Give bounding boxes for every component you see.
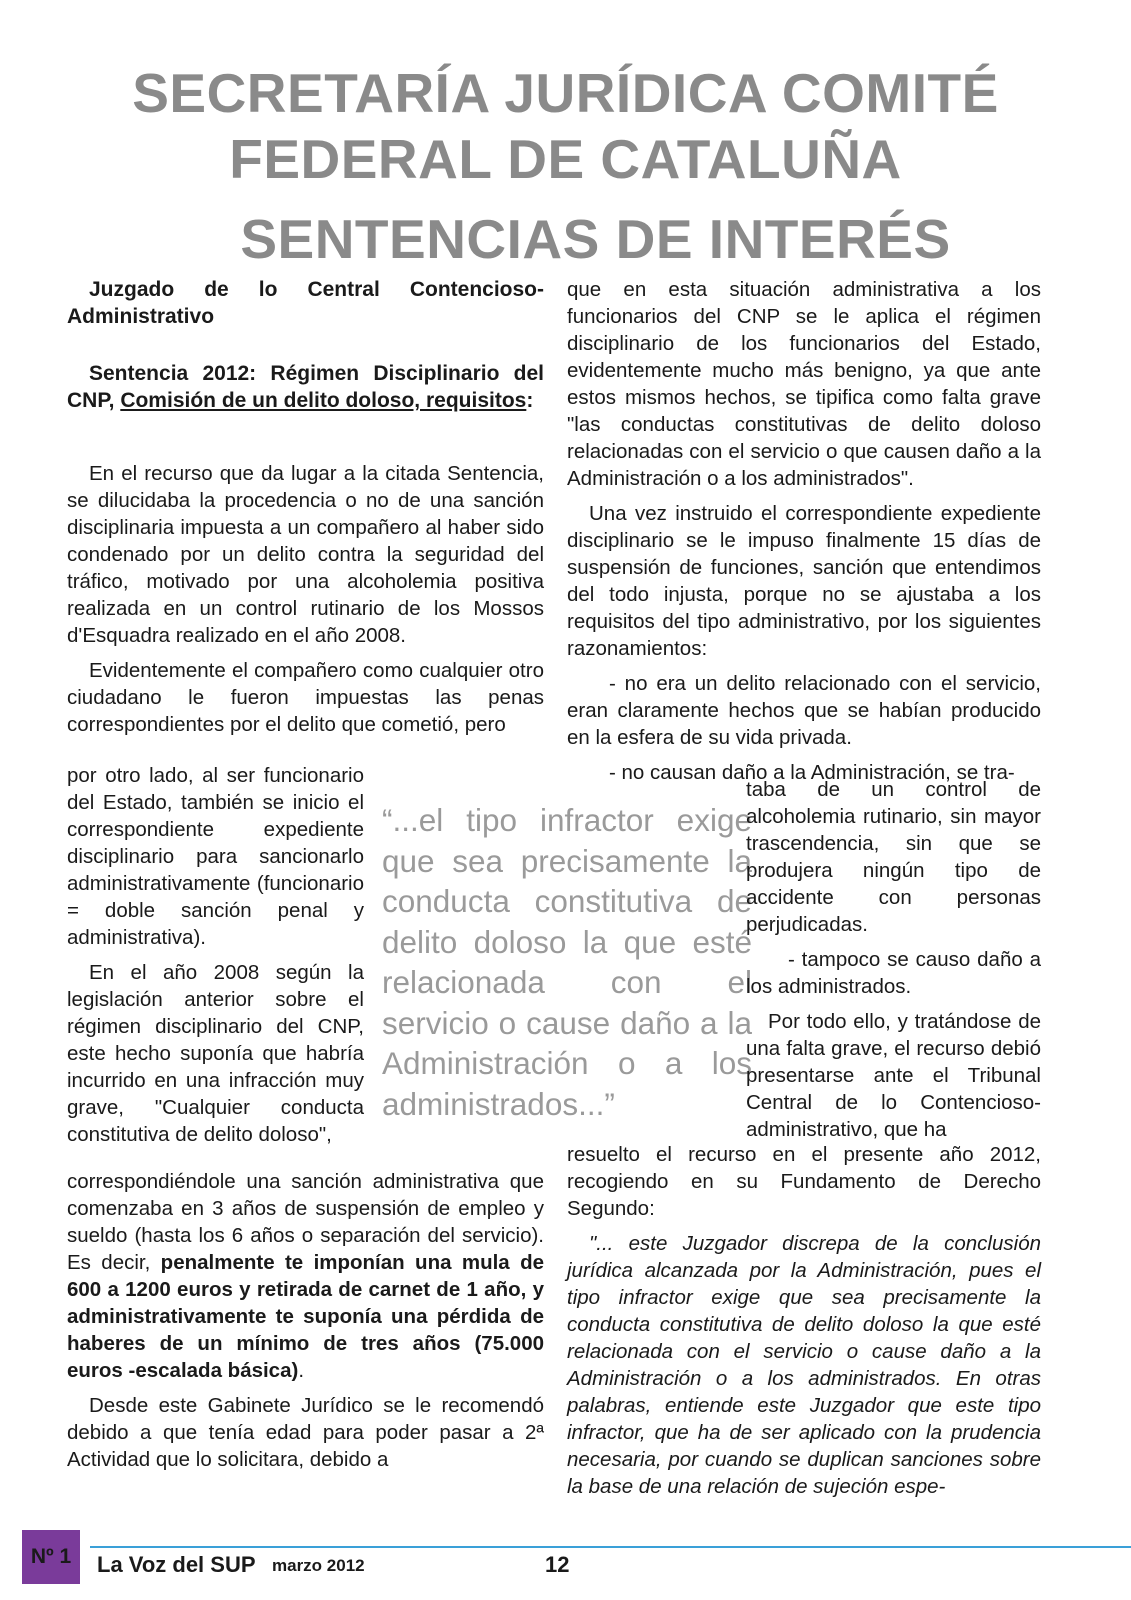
issue-badge: Nº 1 bbox=[22, 1530, 80, 1584]
right-column-bottom bbox=[567, 1141, 1041, 1500]
list-item: - tampoco se causo daño a los administrados. bbox=[746, 948, 1041, 998]
sentence-heading bbox=[67, 360, 544, 414]
paragraph: Desde este Gabinete Jurídico se le recomendó debido a que tenía edad para poder pasar a 2ª Actividad que lo solicitara, debido a bbox=[67, 1394, 544, 1471]
footer-divider bbox=[90, 1546, 1131, 1548]
sentence-heading-colon: : bbox=[526, 389, 534, 412]
page-number: 12 bbox=[545, 1552, 570, 1577]
highlighted-text: penalmente te imponían una mula de 600 a 1200 euros y retirada de carnet de 1 año, y administrativamente te suponía una pérdida de haberes de un mínimo de tres años (75.000 euros -escalada básica) bbox=[67, 1251, 545, 1382]
magazine-name: La Voz del SUP bbox=[97, 1552, 256, 1577]
paragraph: taba de un control de alcoholemia rutinario, sin mayor trascendencia, sin que se produjera ningún tipo de accidente con personas perjudicadas. bbox=[746, 778, 1041, 936]
page-title-line-2: FEDERAL DE CATALUÑA bbox=[229, 128, 902, 190]
paragraph: resuelto el recurso en el presente año 2012, recogiendo en su Fundamento de Derecho Segundo: bbox=[567, 1143, 1041, 1220]
paragraph-end: . bbox=[298, 1359, 305, 1382]
quoted-ruling: "... este Juzgador discrepa de la conclusión jurídica alcanzada por la Administración, pues el tipo infractor exige que sea precisamente la conducta constitutiva de delito doloso la que esté relacionada con el servicio o cause daño a la Administración o a los administrados. En otras palabras, entiende este Juzgador que este tipo infractor, que ha de ser aplicado con la prudencia necesaria, por cuando se duplican sanciones sobre la base de una relación de sujeción espe- bbox=[567, 1232, 1041, 1498]
left-column-bottom bbox=[67, 1168, 544, 1473]
pull-quote: “...el tipo infractor exige que sea precisamente la conducta constitutiva de delito doloso la que esté relacionada con el servicio o cause daño a la Administración o a los administrados...” bbox=[382, 802, 752, 1122]
paragraph: Evidentemente el compañero como cualquier otro ciudadano le fueron impuestas las penas correspondientes por el delito que cometió, pero bbox=[67, 659, 544, 736]
list-item: - no causan daño a la Administración, se tra- bbox=[609, 761, 1015, 784]
left-column-top bbox=[67, 276, 544, 738]
sentence-heading-underlined: Comisión de un delito doloso, requisitos bbox=[120, 389, 527, 412]
paragraph: que en esta situación administrativa a los funcionarios del CNP se le aplica el régimen disciplinario de los funcionarios del Estado, evidentemente mucho más benigno, ya que ante estos mismos hechos, se tipifica como falta grave "las conductas constitutivas de delito doloso relacionadas con el servicio o que causen daño a la Administración o a los administrados". bbox=[567, 278, 1041, 490]
court-heading: Juzgado de lo Central Contencioso-Administrativo bbox=[67, 278, 544, 328]
right-column-narrow bbox=[746, 776, 1041, 1143]
paragraph: Por todo ello, y tratándose de una falta grave, el recurso debió presentarse ante el Tribunal Central de lo Contencioso-administrativo, que ha bbox=[746, 1010, 1041, 1141]
paragraph: En el año 2008 según la legislación anterior sobre el régimen disciplinario del CNP, este hecho suponía que habría incurrido en una infracción muy grave, "Cualquier conducta constitutiva de delito doloso", bbox=[67, 961, 364, 1146]
paragraph: Una vez instruido el correspondiente expediente disciplinario se le impuso finalmente 15 días de suspensión de funciones, sanción que entendimos del todo injusta, porque no se ajustaba a los requisitos del tipo administrativo, por los siguientes razonamientos: bbox=[567, 502, 1041, 660]
page-title-line-1: SECRETARÍA JURÍDICA COMITÉ bbox=[132, 62, 999, 124]
left-column-narrow bbox=[67, 762, 364, 1148]
section-title: SENTENCIAS DE INTERÉS bbox=[240, 208, 951, 270]
paragraph: por otro lado, al ser funcionario del Estado, también se inicio el correspondiente expediente disciplinario para sancionarlo administrativamente (funcionario = doble sanción penal y administrativa). bbox=[67, 764, 364, 949]
paragraph: En el recurso que da lugar a la citada Sentencia, se dilucidaba la procedencia o no de una sanción disciplinaria impuesta a un compañero al haber sido condenado por un delito contra la seguridad del tráfico, motivado por una alcoholemia positiva realizada en un control rutinario de los Mossos d'Esquadra realizado en el año 2008. bbox=[67, 462, 544, 647]
paragraph bbox=[67, 1168, 544, 1384]
right-column-top bbox=[567, 276, 1041, 786]
sentence-heading-text: Sentencia 2012: Régimen Disciplinario del CNP, bbox=[67, 362, 544, 412]
issue-date: marzo 2012 bbox=[272, 1556, 365, 1575]
paragraph-text: correspondiéndole una sanción administrativa que comenzaba en 3 años de suspensión de empleo y sueldo (hasta los 6 años o separación del servicio). Es decir, bbox=[67, 1170, 544, 1274]
list-item: - no era un delito relacionado con el servicio, eran claramente hechos que se habían producido en la esfera de su vida privada. bbox=[567, 672, 1041, 749]
